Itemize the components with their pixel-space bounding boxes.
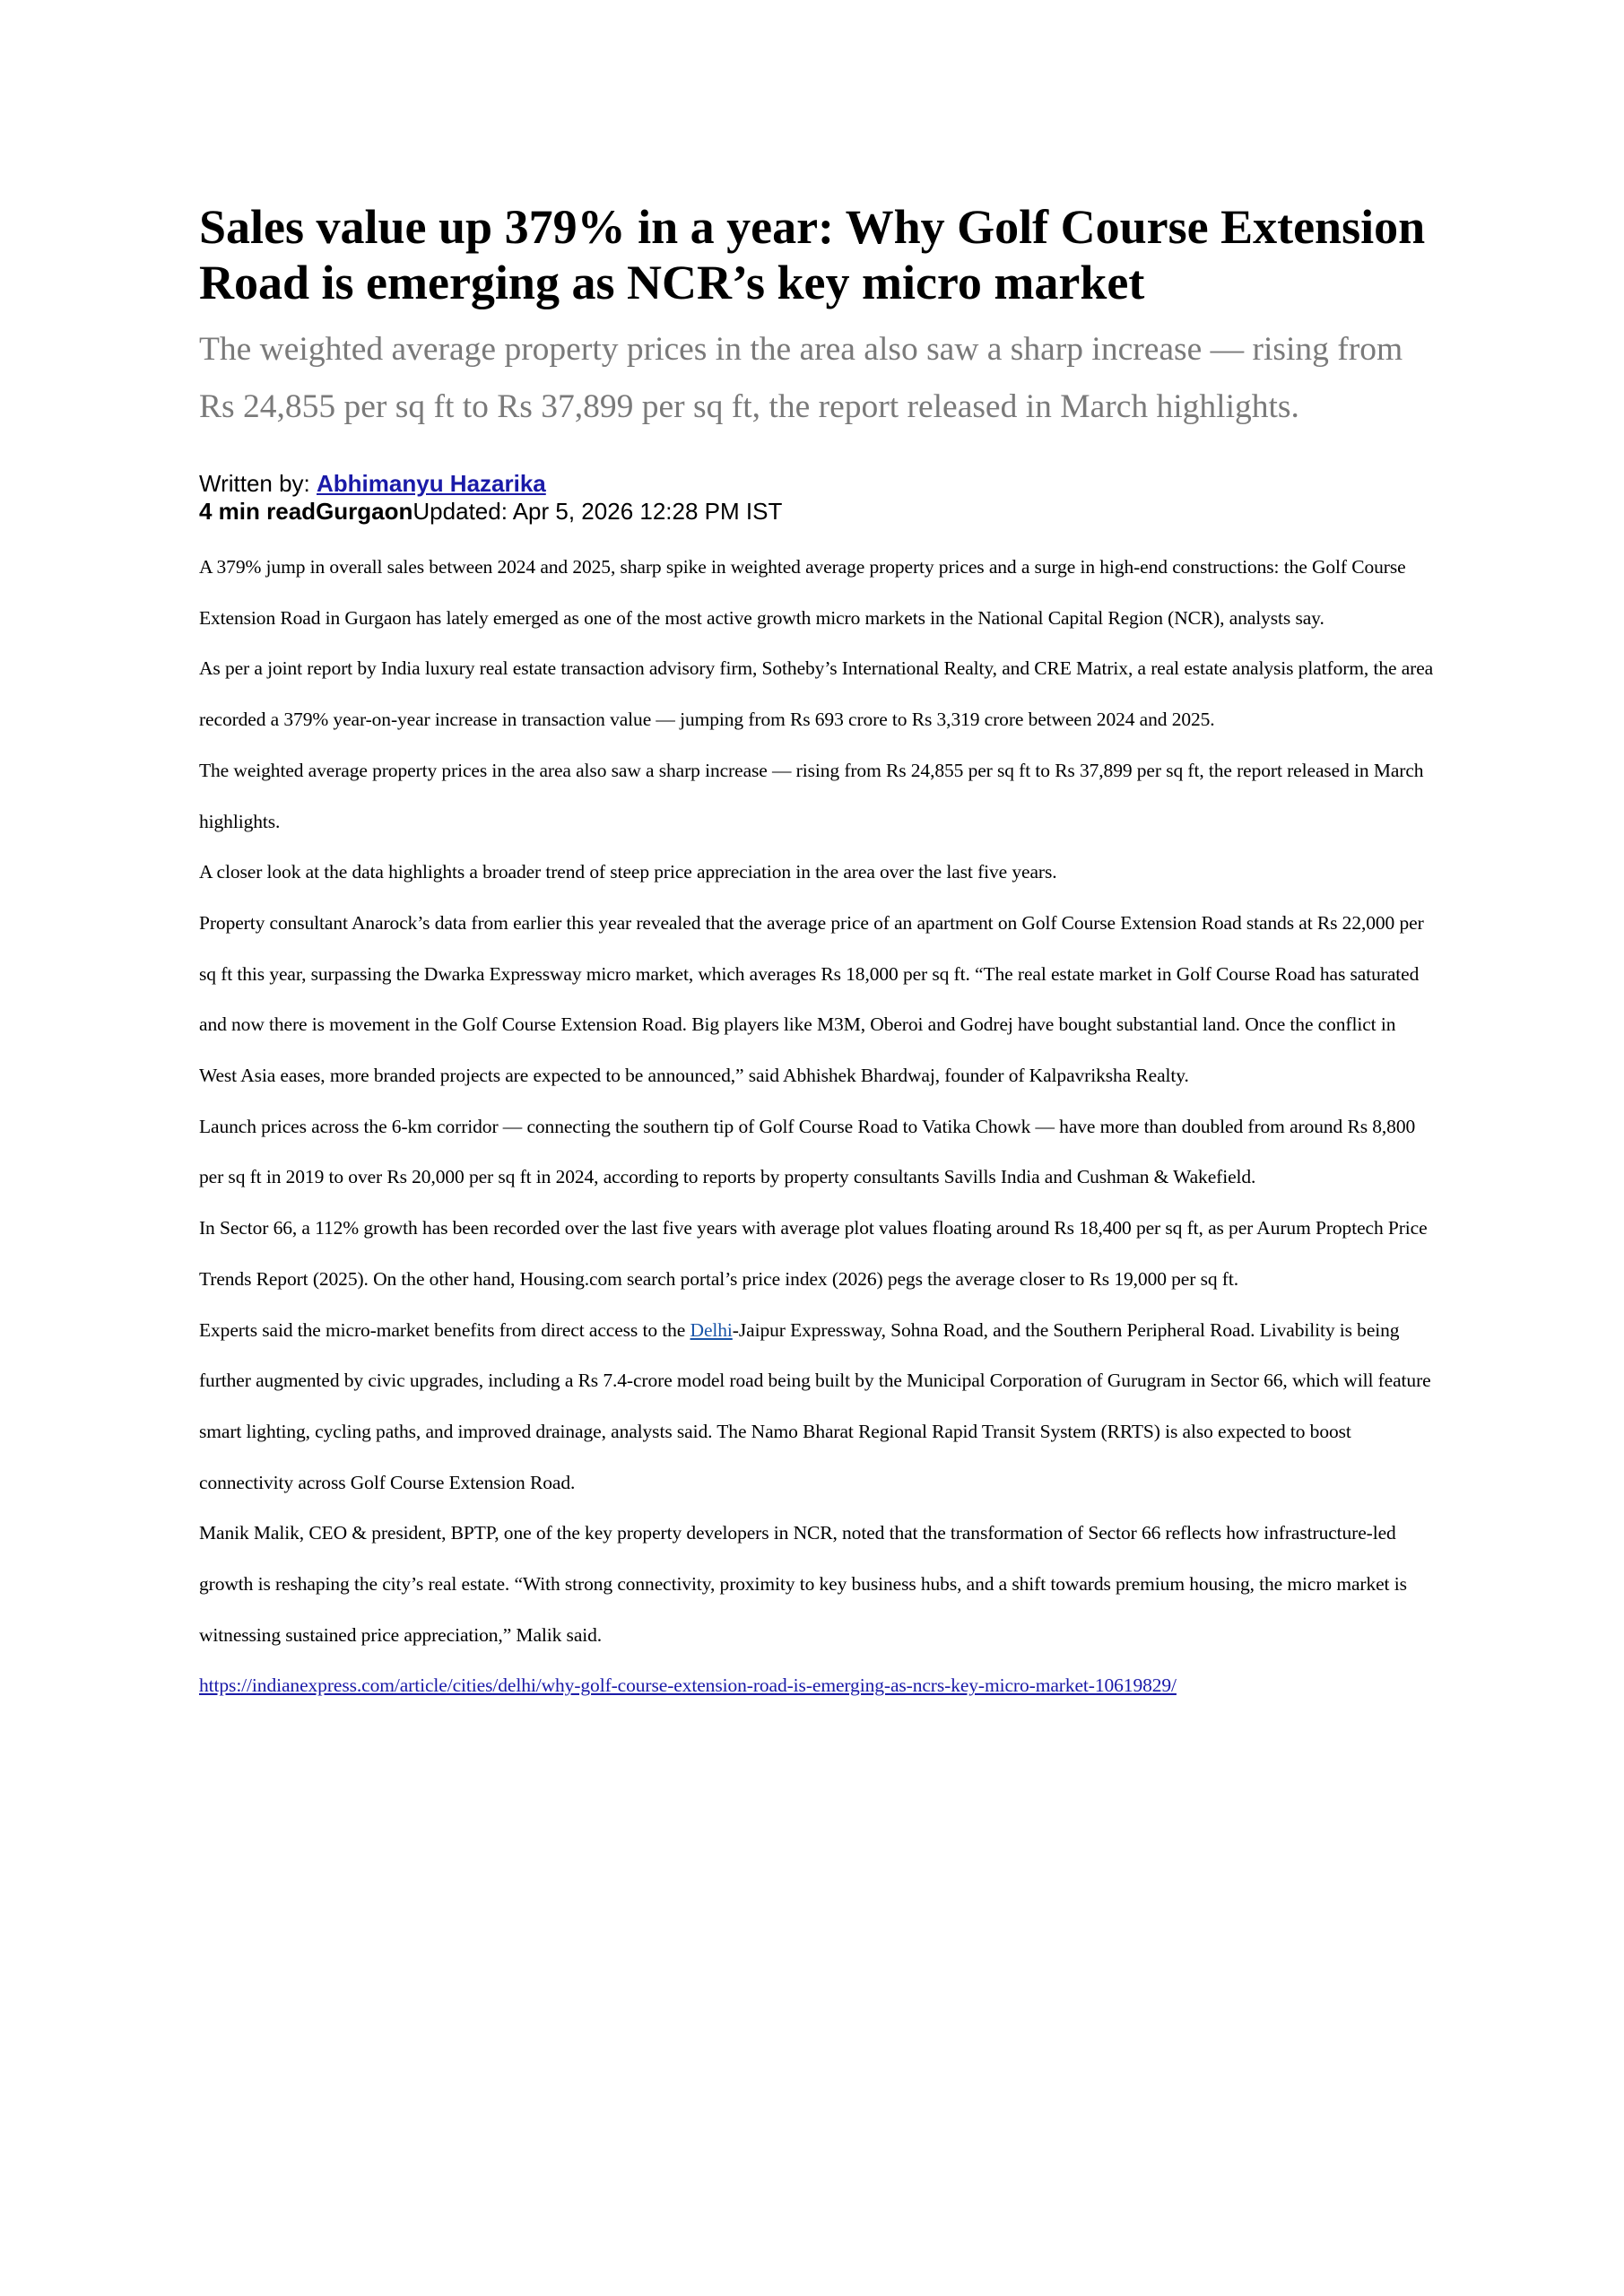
paragraph: Manik Malik, CEO & president, BPTP, one of the key property developers in NCR, noted that the transformation of Sector 66 reflects how infrastructure-led growth is reshaping the city’s real estate. “With strong connectivity, proximity to key business hubs, and a shift towards premium housing, the micro market is witnessing sustained price appreciation,” Malik said. (199, 1522, 1407, 1646)
source-url-link[interactable]: https://indianexpress.com/article/cities/delhi/why-golf-course-extension-road-is-emerging-as-ncrs-key-micro-market-10619829/ (199, 1674, 1177, 1697)
location: Gurgaon (316, 498, 413, 525)
updated-timestamp: Updated: Apr 5, 2026 12:28 PM IST (413, 498, 783, 525)
source-line (199, 1660, 1435, 1711)
paragraph (199, 1305, 1435, 1509)
paragraph: A closer look at the data highlights a broader trend of steep price appreciation in the area over the last five years. (199, 861, 1057, 883)
paragraph: Launch prices across the 6-km corridor — connecting the southern tip of Golf Course Road to Vatika Chowk — have more than doubled from around Rs 8,800 per sq ft in 2019 to over Rs 20,000 per sq ft in 2024, according to reports by property consultants Savills India and Cushman & Wakefield. (199, 1115, 1416, 1188)
article-meta (199, 498, 1435, 526)
paragraph: A 379% jump in overall sales between 2024 and 2025, sharp spike in weighted average property prices and a surge in high-end constructions: the Golf Course Extension Road in Gurgaon has lately emerged as one of the most active growth micro markets in the National Capital Region (NCR), analysts say. (199, 556, 1406, 629)
author-link[interactable]: Abhimanyu Hazarika (317, 470, 546, 497)
byline-prefix: Written by: (199, 470, 317, 497)
headline: Sales value up 379% in a year: Why Golf Course Extension Road is emerging as NCR’s key micro market (199, 200, 1426, 309)
paragraph: The weighted average property prices in the area also saw a sharp increase — rising from Rs 24,855 per sq ft to Rs 37,899 per sq ft, the report released in March highlights. (199, 759, 1424, 832)
delhi-link[interactable]: Delhi (690, 1318, 733, 1341)
article-body (199, 542, 1435, 1711)
article-page (199, 199, 1435, 1711)
subheadline: The weighted average property prices in the area also saw a sharp increase — rising from Rs 24,855 per sq ft to Rs 37,899 per sq ft, the report released in March highlights. (199, 331, 1403, 425)
byline (199, 470, 1435, 498)
paragraph-text: -Jaipur Expressway, Sohna Road, and the Southern Peripheral Road. Livability is being further augmented by civic upgrades, including a Rs 7.4-crore model road being built by the Municipal Corporation of Gurugram in Sector 66, which will feature smart lighting, cycling paths, and improved drainage, analysts said. The Namo Bharat Regional Rapid Transit System (RRTS) is also expected to boost connectivity across Golf Course Extension Road. (199, 1318, 1431, 1493)
paragraph-text: Experts said the micro-market benefits from direct access to the (199, 1318, 690, 1341)
paragraph: As per a joint report by India luxury real estate transaction advisory firm, Sotheby’s International Realty, and CRE Matrix, a real estate analysis platform, the area recorded a 379% year-on-year increase in transaction value — jumping from Rs 693 crore to Rs 3,319 crore between 2024 and 2025. (199, 657, 1434, 731)
paragraph: In Sector 66, a 112% growth has been recorded over the last five years with average plot values floating around Rs 18,400 per sq ft, as per Aurum Proptech Price Trends Report (2025). On the other hand, Housing.com search portal’s price index (2026) pegs the average closer to Rs 19,000 per sq ft. (199, 1217, 1428, 1290)
paragraph: Property consultant Anarock’s data from earlier this year revealed that the average price of an apartment on Golf Course Extension Road stands at Rs 22,000 per sq ft this year, surpassing the Dwarka Expressway micro market, which averages Rs 18,000 per sq ft. “The real estate market in Golf Course Road has saturated and now there is movement in the Golf Course Extension Road. Big players like M3M, Oberoi and Godrej have bought substantial land. Once the conflict in West Asia eases, more branded projects are expected to be announced,” said Abhishek Bhardwaj, founder of Kalpavriksha Realty. (199, 911, 1424, 1087)
read-time: 4 min read (199, 498, 317, 525)
